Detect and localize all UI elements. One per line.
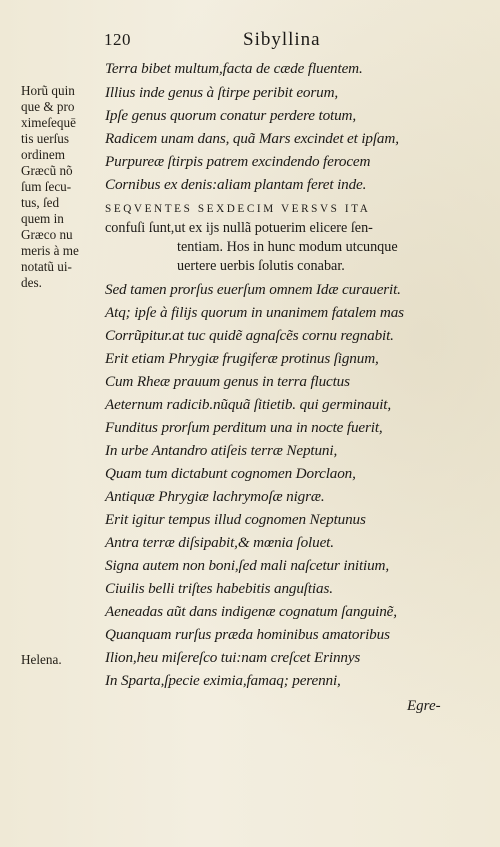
catchword: Egre- <box>407 698 441 714</box>
verse-line: Ipſe genus quorum conatur perdere totum, <box>105 107 357 124</box>
verse-line: Atq; ipſe à filijs quorum in unanimem fatalem mas <box>105 304 404 321</box>
margin-note-helena: Helena. <box>21 652 62 667</box>
verse-line: Funditus prorſum perditum una in nocte fuerit, <box>105 419 383 436</box>
verse-line: In urbe Antandro atiſeis terræ Neptuni, <box>105 442 338 459</box>
verse-line: Erit igitur tempus illud cognomen Neptunus <box>105 511 366 528</box>
verse-line: Quanquam rurſus præda hominibus amatoribus <box>105 626 390 643</box>
verse-line: Purpureæ ſtirpis patrem excindendo ferocem <box>105 153 371 170</box>
verse-line: Signa autem non boni,ſed mali naſcetur initium, <box>105 557 390 574</box>
verse-line: Erit etiam Phrygiæ frugiferæ protinus ſignum, <box>105 350 379 367</box>
verse-line: Cornibus ex denis:aliam plantam feret inde. <box>105 176 367 193</box>
prose-line: uertere uerbis ſolutis conabar. <box>177 258 345 274</box>
page-number: 120 <box>104 30 131 49</box>
verse-line: Radicem unam dans, quã Mars excindet et ipſam, <box>105 130 399 147</box>
prose-heading-line: SEQVENTES SEXDECIM VERSVS ITA <box>105 203 371 215</box>
running-title: Sibyllina <box>243 29 321 50</box>
verse-line: Aeneadas aũt dans indigenæ cognatum ſanguinẽ, <box>105 603 397 620</box>
verse-line: Illius inde genus à ſtirpe peribit eorum, <box>105 84 339 101</box>
verse-line: Antiquæ Phrygiæ lachrymoſæ nigræ. <box>105 488 325 505</box>
verse-line: In Sparta,ſpecie eximia,famaq; perenni, <box>105 672 341 689</box>
prose-line: confuſi ſunt,ut ex ijs nullã potuerim elicere ſen- <box>105 220 373 236</box>
verse-line: Terra bibet multum,facta de cæde fluentem. <box>105 60 363 77</box>
verse-line: Antra terræ diſsipabit,& mœnia ſoluet. <box>105 534 334 551</box>
verse-line: Corrũpitur.at tuc quidẽ agnaſcẽs cornu regnabit. <box>105 327 394 344</box>
verse-line: Quam tum dictabunt cognomen Dorclaon, <box>105 465 356 482</box>
margin-note-verse-order: Horũ quin que & pro ximeſequē tis uerſus ordinem Græcũ nõ ſum ſecu- tus, ſed quem in Græco nu meris à me notatũ ui- des. <box>21 83 79 290</box>
verse-line: Ciuilis belli triſtes habebitis anguſtias. <box>105 580 333 597</box>
verse-line: Sed tamen prorſus euerſum omnem Idæ curauerit. <box>105 281 401 298</box>
prose-line: tentiam. Hos in hunc modum utcunque <box>177 239 398 255</box>
verse-line: Aeternum radicib.nũquã ſitietib. qui germinauit, <box>105 396 391 413</box>
verse-line: Ilion,heu miſereſco tui:nam creſcet Erinnys <box>105 649 361 666</box>
verse-line: Cum Rheæ prauum genus in terra fluctus <box>105 373 350 390</box>
